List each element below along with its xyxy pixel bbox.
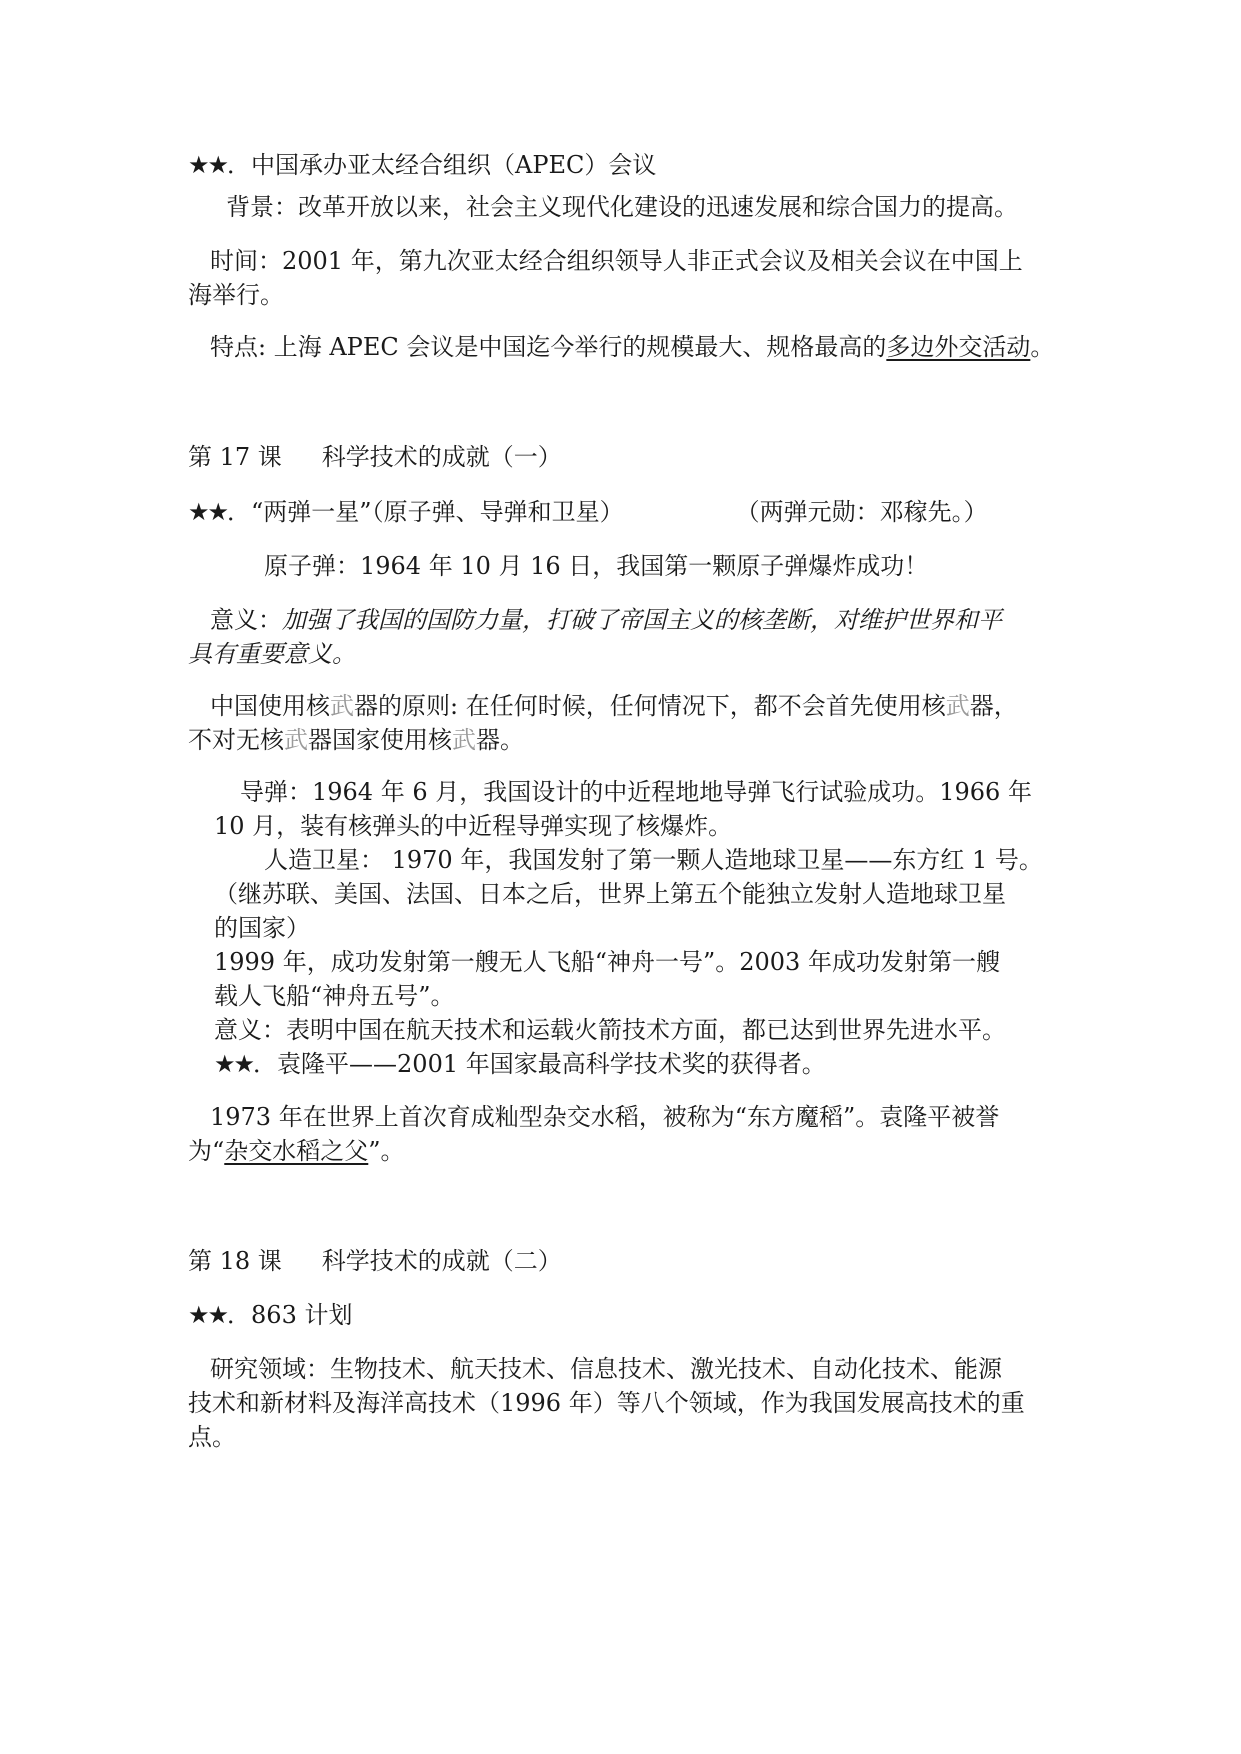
yuan-longping-heading: ★★．袁隆平——2001 年国家最高科学技术奖的获得者。	[214, 1050, 826, 1078]
apec-feature: 特点: 上海 APEC 会议是中国迄今举行的规模最大、规格最高的多边外交活动。	[210, 333, 1055, 361]
underlined-term: 杂交水稻之父	[224, 1137, 369, 1165]
shenzhou-line-1: 1999 年，成功发射第一艘无人飞船“神舟一号”。2003 年成功发射第一艘	[214, 948, 1000, 976]
space-meaning-line: 意义：表明中国在航天技术和运载火箭技术方面，都已达到世界先进水平。	[214, 1016, 1006, 1044]
research-line-1: 研究领域：生物技术、航天技术、信息技术、激光技术、自动化技术、能源	[210, 1355, 1002, 1383]
lesson-17-title: 第 17 课 科学技术的成就（一）	[188, 443, 562, 471]
nuclear-principle-line-1: 中国使用核武器的原则: 在任何时候，任何情况下，都不会首先使用核武器，	[210, 692, 1018, 720]
research-line-3: 点。	[188, 1423, 236, 1451]
star-icon: ★★	[188, 498, 228, 526]
research-line-2: 技术和新材料及海洋高技术（1996 年）等八个领域，作为我国发展高技术的重	[188, 1389, 1025, 1417]
underlined-term: 多边外交活动	[886, 333, 1031, 361]
satellite-line-1: 人造卫星： 1970 年，我国发射了第一颗人造地球卫星——东方红 1 号。	[264, 846, 1043, 874]
satellite-line-3: 的国家）	[214, 914, 310, 942]
nuclear-principle-line-2: 不对无核武器国家使用核武器。	[188, 726, 524, 754]
star-icon: ★★	[188, 1301, 228, 1329]
meaning-line-2: 具有重要意义。	[188, 640, 356, 668]
apec-heading: ★★．中国承办亚太经合组织（APEC）会议	[188, 151, 657, 179]
satellite-line-2: （继苏联、美国、法国、日本之后，世界上第五个能独立发射人造地球卫星	[214, 880, 1006, 908]
atomic-bomb-line: 原子弹：1964 年 10 月 16 日，我国第一颗原子弹爆炸成功！	[264, 552, 929, 580]
apec-time-line-2: 海举行。	[188, 281, 284, 309]
apec-time-line-1: 时间：2001 年，第九次亚太经合组织领导人非正式会议及相关会议在中国上	[210, 247, 1023, 275]
missile-line-1: 导弹：1964 年 6 月，我国设计的中近程地地导弹飞行试验成功。1966 年	[240, 778, 1032, 806]
plan-863-heading: ★★．863 计划	[188, 1301, 353, 1329]
hybrid-rice-line-1: 1973 年在世界上首次育成籼型杂交水稻，被称为“东方魔稻”。袁隆平被誉	[210, 1103, 1000, 1131]
two-bombs-one-satellite-heading: ★★．“两弹一星”（原子弹、导弹和卫星） （两弹元勋：邓稼先。）	[188, 498, 988, 526]
meaning-line-1: 意义：加强了我国的国防力量，打破了帝国主义的核垄断，对维护世界和平	[210, 606, 1002, 634]
apec-background: 背景：改革开放以来，社会主义现代化建设的迅速发展和综合国力的提高。	[226, 193, 1018, 221]
missile-line-2: 10 月，装有核弹头的中近程导弹实现了核爆炸。	[214, 812, 733, 840]
hybrid-rice-line-2: 为“杂交水稻之父”。	[188, 1137, 405, 1165]
lesson-18-title: 第 18 课 科学技术的成就（二）	[188, 1247, 562, 1275]
shenzhou-line-2: 载人飞船“神舟五号”。	[214, 982, 455, 1010]
star-icon: ★★	[214, 1050, 254, 1078]
star-icon: ★★	[188, 151, 228, 179]
